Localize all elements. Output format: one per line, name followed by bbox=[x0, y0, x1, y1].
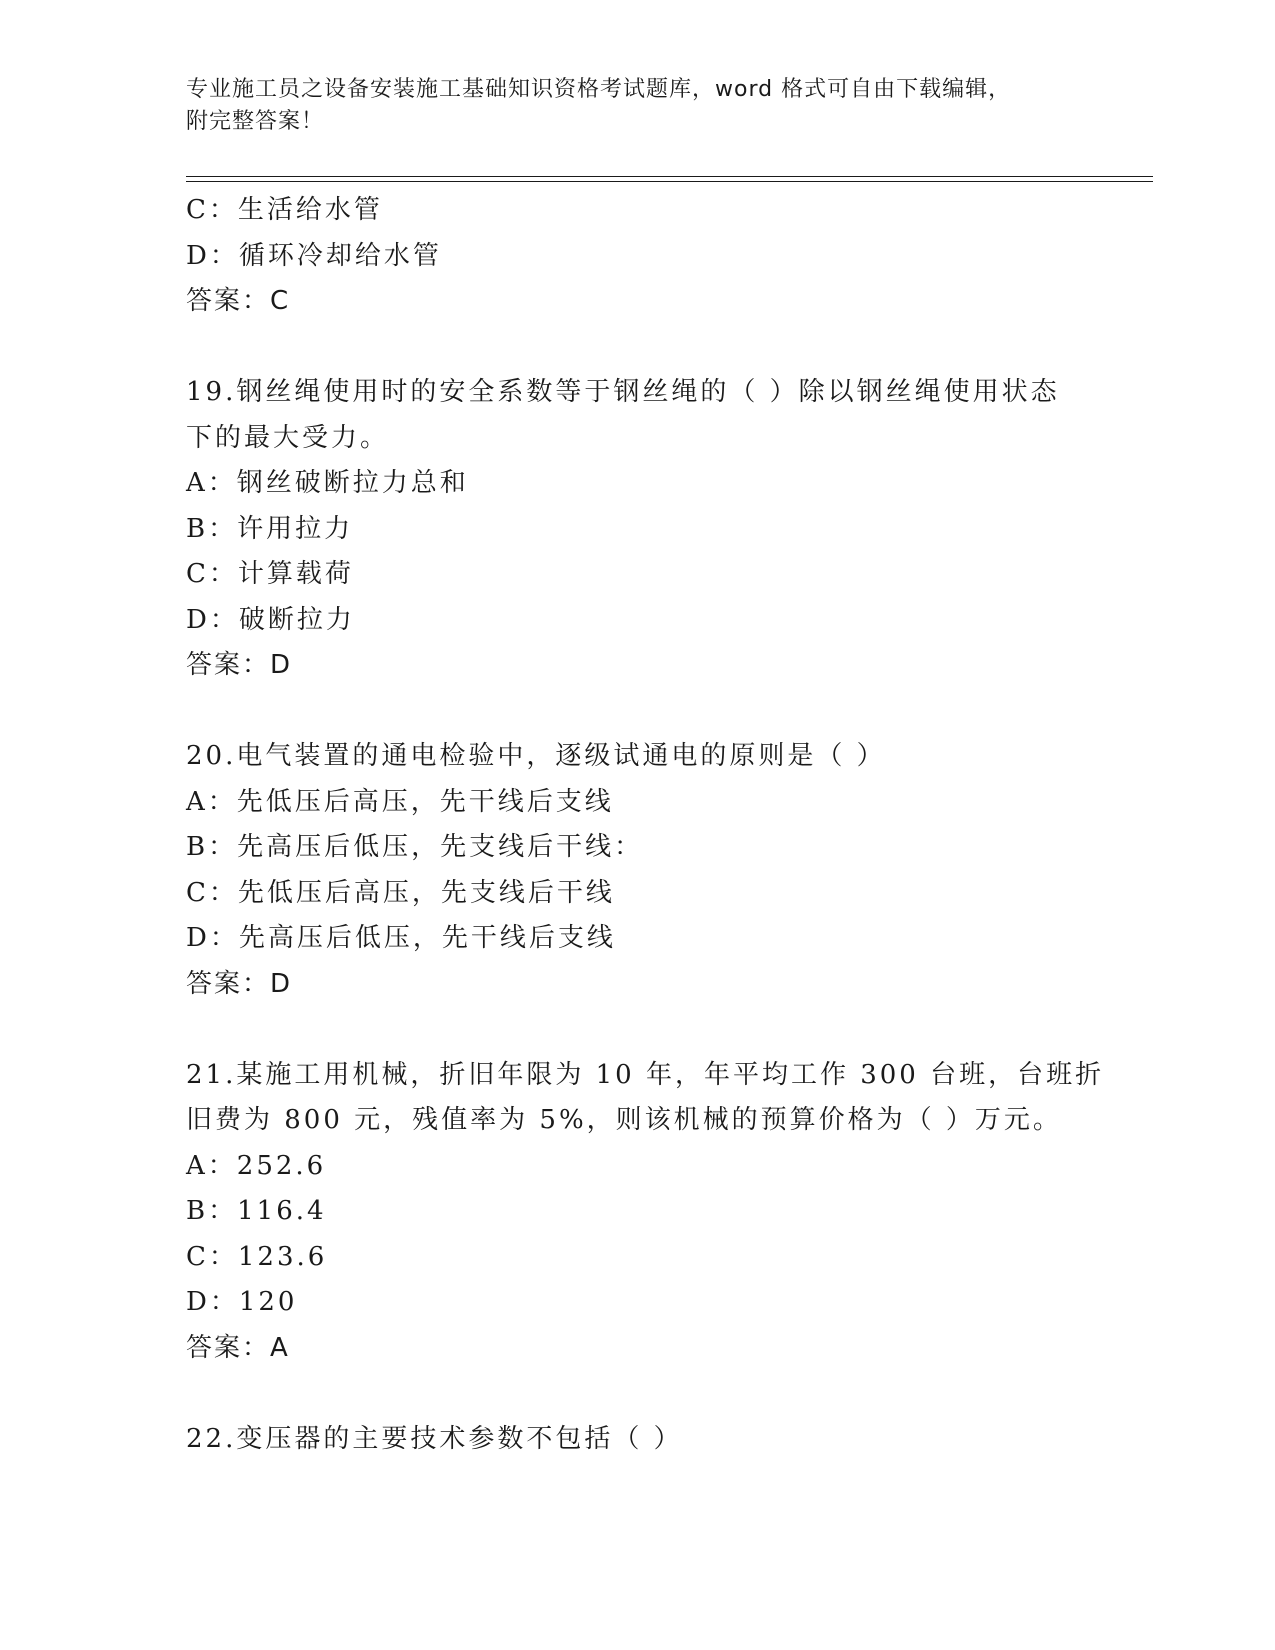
answer-line: 答案：D bbox=[186, 650, 293, 680]
question-18-tail bbox=[186, 188, 1086, 325]
question-list bbox=[186, 188, 1105, 1462]
question-stem: 20.电气装置的通电检验中，逐级试通电的原则是（ ） bbox=[186, 741, 886, 771]
question-19 bbox=[186, 370, 1086, 689]
spacer bbox=[186, 1371, 1086, 1417]
header-divider-bottom bbox=[186, 181, 1153, 182]
option-b: B：116.4 bbox=[186, 1196, 327, 1226]
header-title-line-1: 专业施工员之设备安装施工基础知识资格考试题库，word 格式可自由下载编辑， bbox=[186, 77, 1012, 102]
option-c: C：生活给水管 bbox=[186, 195, 383, 225]
option-c: C：计算载荷 bbox=[186, 559, 354, 589]
question-stem-continued: 下的最大受力。 bbox=[186, 422, 390, 453]
question-stem: 19.钢丝绳使用时的安全系数等于钢丝绳的（ ）除以钢丝绳使用状态 bbox=[186, 377, 1060, 407]
option-d: D：破断拉力 bbox=[186, 604, 355, 635]
header-divider-top bbox=[186, 176, 1153, 177]
question-stem: 21.某施工用机械，折旧年限为 10 年，年平均工作 300 台班，台班折 bbox=[186, 1059, 1105, 1090]
question-20 bbox=[186, 734, 1086, 1007]
option-a: A：钢丝破断拉力总和 bbox=[186, 468, 469, 498]
option-d: D：120 bbox=[186, 1287, 298, 1317]
question-21 bbox=[186, 1053, 1105, 1372]
option-a: A：252.6 bbox=[186, 1150, 327, 1181]
question-22 bbox=[186, 1417, 1086, 1463]
question-stem-continued: 旧费为 800 元，残值率为 5%，则该机械的预算价格为（ ）万元。 bbox=[186, 1105, 1062, 1135]
header-title-line-2: 附完整答案！ bbox=[186, 109, 325, 134]
answer-line: 答案：A bbox=[186, 1332, 290, 1363]
answer-line: 答案：C bbox=[186, 286, 291, 316]
answer-line: 答案：D bbox=[186, 968, 293, 999]
option-a: A：先低压后高压，先干线后支线 bbox=[186, 786, 614, 817]
spacer bbox=[186, 1007, 1086, 1053]
option-d: D：先高压后低压，先干线后支线 bbox=[186, 923, 616, 953]
spacer bbox=[186, 689, 1086, 735]
option-d: D：循环冷却给水管 bbox=[186, 240, 442, 271]
document-header bbox=[186, 74, 1086, 138]
spacer bbox=[186, 325, 1086, 371]
option-c: C：先低压后高压，先支线后干线 bbox=[186, 877, 615, 908]
option-b: B：先高压后低压，先支线后干线： bbox=[186, 832, 644, 862]
option-b: B：许用拉力 bbox=[186, 513, 354, 544]
question-stem: 22.变压器的主要技术参数不包括（ ） bbox=[186, 1423, 683, 1454]
option-c: C：123.6 bbox=[186, 1241, 328, 1272]
